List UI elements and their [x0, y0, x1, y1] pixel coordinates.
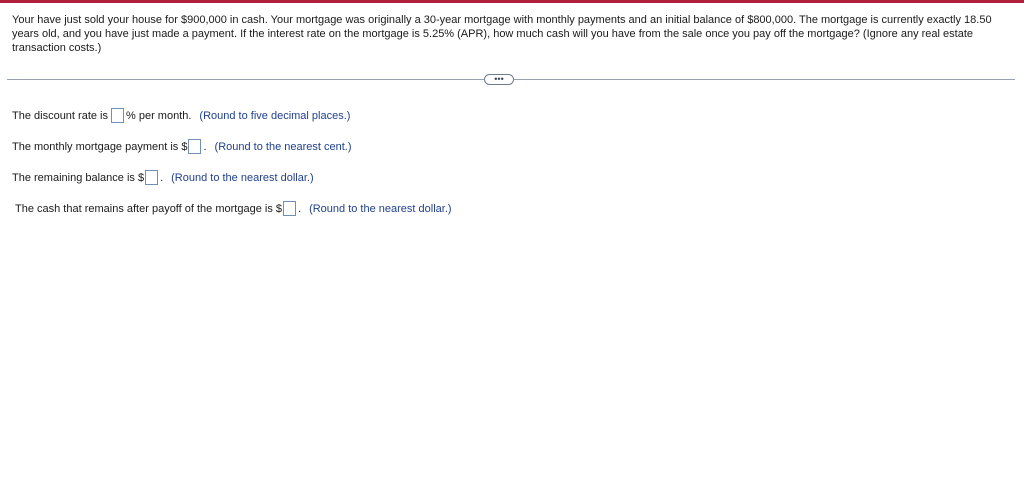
discount-rate-suffix: % per month. [126, 109, 192, 122]
section-divider [7, 74, 1015, 86]
remaining-balance-suffix: . [160, 171, 164, 184]
question-discount-rate [12, 108, 350, 123]
cash-remaining-suffix: . [298, 202, 302, 215]
ellipsis-icon: ••• [494, 74, 504, 84]
remaining-balance-label: The remaining balance is $ [12, 171, 145, 184]
monthly-payment-hint: (Round to the nearest cent.) [214, 140, 352, 153]
cash-remaining-hint: (Round to the nearest dollar.) [309, 202, 452, 215]
monthly-payment-input[interactable] [188, 139, 201, 154]
question-cash-remaining [15, 201, 452, 216]
discount-rate-input[interactable] [111, 108, 124, 123]
more-options-button[interactable] [484, 74, 514, 85]
discount-rate-hint: (Round to five decimal places.) [199, 109, 351, 122]
problem-statement: Your have just sold your house for $900,000 in cash. Your mortgage was originally a 30-year mortgage with monthly payments and an initial balance of $800,000. The mortgage is currently exactly 18.50 years old, and you have just made a payment. If the interest rate on the mortgage is 5.25% (APR), how much cash will you have from the sale once you pay off the mortgage? (Ignore any real estate transaction costs.) [12, 14, 992, 54]
discount-rate-label: The discount rate is [12, 109, 108, 122]
question-remaining-balance [12, 170, 314, 185]
remaining-balance-input[interactable] [145, 170, 158, 185]
remaining-balance-hint: (Round to the nearest dollar.) [171, 171, 314, 184]
cash-remaining-input[interactable] [283, 201, 296, 216]
monthly-payment-label: The monthly mortgage payment is $ [12, 140, 188, 153]
question-monthly-payment [12, 139, 352, 154]
cash-remaining-label: The cash that remains after payoff of the mortgage is $ [15, 202, 282, 215]
monthly-payment-suffix: . [203, 140, 207, 153]
top-accent-bar [0, 0, 1024, 3]
